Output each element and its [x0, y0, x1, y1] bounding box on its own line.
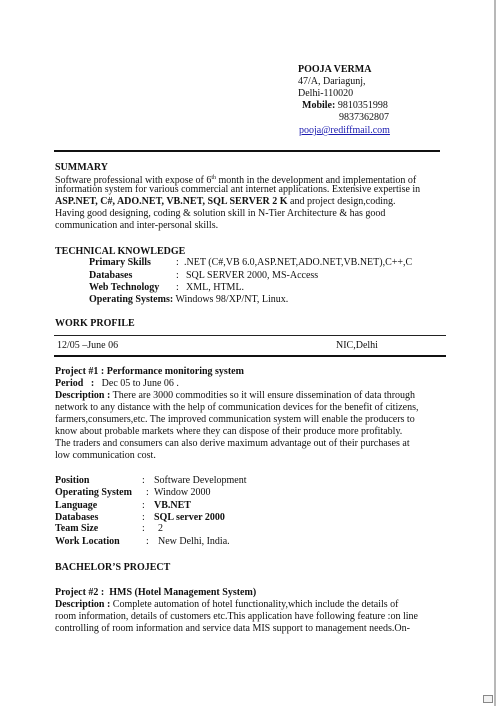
- project2-desc-first: Complete automation of hotel functionality,which include the details of: [112, 599, 399, 610]
- project1-period-label: Period: [55, 378, 84, 389]
- project2-desc-line-3: controlling of room information and service data MIS support to management needs.On-: [55, 623, 410, 634]
- detail-value-work-location: New Delhi, India.: [158, 536, 230, 547]
- project1-desc-line-5: The traders and consumers can also derive maximum advantage out of their purchases at: [55, 438, 410, 449]
- detail-sep-team-size: :: [142, 523, 145, 534]
- mobile-label: Mobile:: [302, 100, 336, 111]
- address-line-1: 47/A, Dariagunj,: [298, 76, 366, 87]
- summary-skills-bold: ASP.NET, C#, ADO.NET, VB.NET, SQL SERVER 2 K: [55, 196, 288, 207]
- project2-desc-line-2: room information, details of customers etc.This application have following feature :on line: [55, 611, 418, 622]
- address-line-2: Delhi-110020: [298, 88, 354, 99]
- project2-desc-sep: :: [106, 599, 111, 610]
- project2-title: [55, 587, 256, 599]
- detail-sep-databases: :: [142, 512, 145, 523]
- mobile-number-1: 9810351998: [337, 100, 388, 111]
- detail-label-team-size: Team Size: [55, 523, 99, 534]
- project1-label: Project #1 :: [55, 366, 105, 377]
- resize-corner-icon[interactable]: [483, 695, 493, 703]
- project1-title: [55, 366, 244, 378]
- tech-sep-primary-skills: :: [176, 257, 179, 268]
- bachelors-heading: BACHELOR’S PROJECT: [55, 562, 171, 573]
- summary-text-b: month in the development and implementation of: [216, 175, 417, 186]
- project1-desc-line-1: [55, 390, 415, 402]
- project2-desc-label: Description: [55, 599, 105, 610]
- detail-sep-os: :: [146, 487, 149, 498]
- email-link[interactable]: pooja@rediffmail.com: [299, 125, 390, 136]
- tech-value-web: XML, HTML.: [186, 282, 245, 293]
- summary-superscript: th: [211, 175, 217, 181]
- summary-line-4: Having good designing, coding & solution skill in N-Tier Architecture & has good: [55, 208, 386, 219]
- detail-value-databases: SQL server 2000: [154, 512, 225, 523]
- tech-label-os: Operating Systems:: [89, 294, 174, 305]
- project1-period-value: Dec 05 to June 06 .: [101, 378, 179, 389]
- detail-value-os: Window 2000: [154, 487, 211, 498]
- email-line[interactable]: [299, 125, 390, 137]
- project1-desc-label: Description: [55, 390, 105, 401]
- detail-label-databases: Databases: [55, 512, 99, 523]
- project1-period-sep: :: [90, 378, 95, 389]
- project2-desc-line-1: [55, 599, 398, 611]
- project1-period-row: [55, 378, 179, 390]
- detail-sep-work-location: :: [146, 536, 149, 547]
- work-company: NIC,Delhi: [336, 340, 378, 351]
- project1-name: Performance monitoring system: [106, 366, 244, 377]
- project1-desc-sep: :: [106, 390, 111, 401]
- header-divider: [54, 150, 440, 152]
- project2-label: Project #2 :: [55, 587, 105, 598]
- mobile-line: [302, 100, 388, 112]
- detail-label-language: Language: [55, 500, 98, 511]
- summary-line-3-rest: and project design,coding.: [287, 196, 396, 207]
- detail-label-os: Operating System: [55, 487, 132, 498]
- tech-value-primary-skills: .NET (C#,VB 6.0,ASP.NET,ADO.NET,VB.NET),C++,C: [184, 257, 413, 268]
- mobile-number-2: 9837362807: [339, 112, 389, 123]
- candidate-name: POOJA VERMA: [298, 64, 372, 75]
- summary-heading: SUMMARY: [55, 162, 108, 173]
- work-period: 12/05 –June 06: [57, 340, 119, 351]
- project1-desc-first: There are 3000 commodities so it will ensure dissemination of data through: [112, 390, 416, 401]
- tech-sep-web: :: [176, 282, 179, 293]
- detail-value-team-size: 2: [158, 523, 163, 534]
- detail-label-work-location: Work Location: [55, 536, 120, 547]
- tech-value-os: Windows 98/XP/NT, Linux.: [175, 294, 289, 305]
- detail-value-language: VB.NET: [154, 500, 191, 511]
- detail-label-position: Position: [55, 475, 90, 486]
- technical-heading: TECHNICAL KNOWLEDGE: [55, 246, 186, 257]
- detail-sep-language: :: [142, 500, 145, 511]
- project1-desc-line-4: know about probable markets where they can dispose of their produce more profitably.: [55, 426, 403, 437]
- tech-label-databases: Databases: [89, 270, 133, 281]
- summary-text-a: Software professional with expose of 6: [55, 175, 212, 186]
- work-bottom-rule: [54, 355, 446, 357]
- tech-row-os: [89, 294, 288, 306]
- tech-label-primary-skills: Primary Skills: [89, 257, 151, 268]
- summary-line-5: communication and inter-personal skills.: [55, 220, 219, 231]
- work-top-rule: [54, 335, 446, 336]
- tech-value-databases: SQL SERVER 2000, MS-Access: [186, 270, 319, 281]
- tech-sep-databases: :: [176, 270, 179, 281]
- detail-sep-position: :: [142, 475, 145, 486]
- project1-desc-line-2: network to any distance with the help of communication devices for the benefit of citizens,: [55, 402, 419, 413]
- work-profile-heading: WORK PROFILE: [55, 318, 135, 329]
- project1-desc-line-3: farmers,consumers,etc. The improved communication system will enable the producers to: [55, 414, 415, 425]
- summary-line-2: information system for various commercial ant internet applications. Extensive expertise in: [55, 184, 421, 195]
- detail-value-position: Software Development: [154, 475, 247, 486]
- project1-desc-line-6: low communication cost.: [55, 450, 156, 461]
- project2-name: HMS (Hotel Management System): [109, 587, 257, 598]
- summary-line-3: [55, 196, 396, 208]
- tech-label-web: Web Technology: [89, 282, 160, 293]
